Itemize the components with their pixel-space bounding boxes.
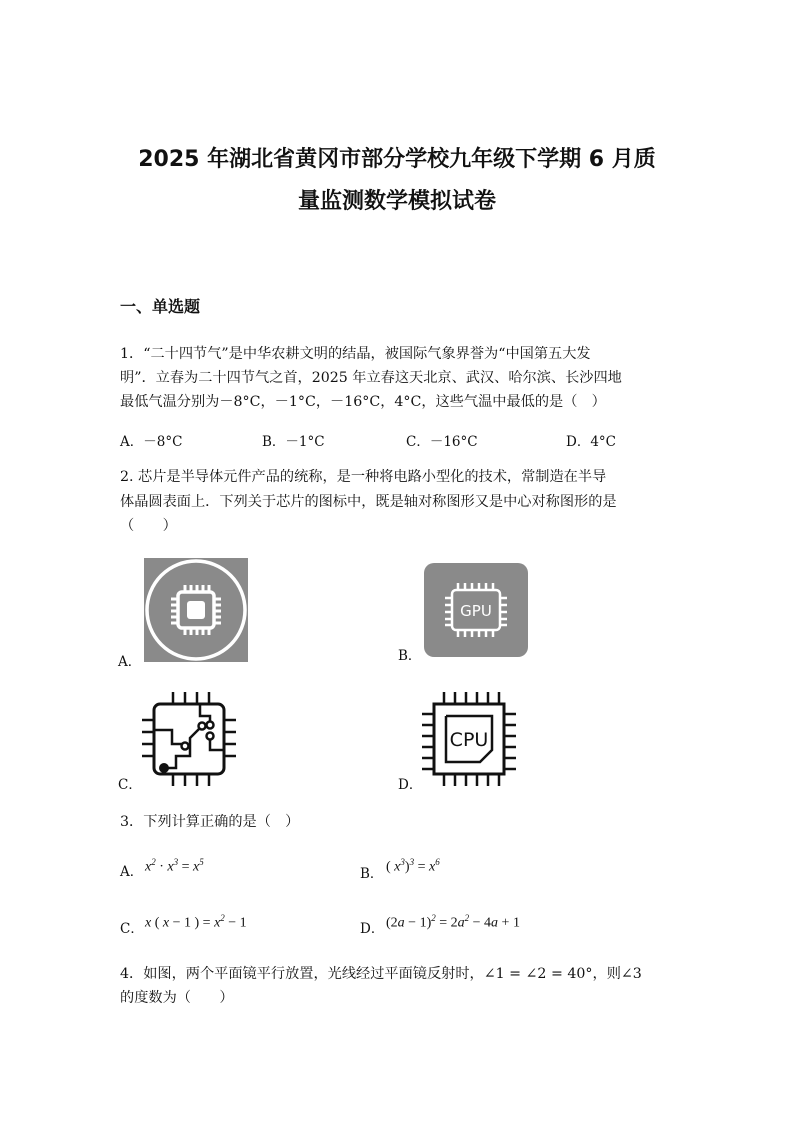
chip-cpu-icon xyxy=(420,690,518,788)
q4-line-1: 4．如图，两个平面镜平行放置，光线经过平面镜反射时，∠1 = ∠2 = 40°，则∠3 xyxy=(120,966,642,982)
q3-option-c-label: C． xyxy=(120,921,144,937)
q1-option-d: D．4°C xyxy=(566,434,616,450)
section-heading: 一、单选题 xyxy=(120,297,201,316)
q2-option-d-label: D． xyxy=(398,777,423,793)
page-title-line-2: 量监测数学模拟试卷 xyxy=(297,189,496,214)
q1-line-3: 最低气温分别为－8°C，－1°C，－16°C，4°C，这些气温中最低的是（ ） xyxy=(120,394,606,410)
page-title-line-1: 2025 年湖北省黄冈市部分学校九年级下学期 6 月质 xyxy=(138,147,656,172)
chip-circle-icon xyxy=(144,558,248,662)
q3-option-b-label: B． xyxy=(360,866,384,882)
q2-line-3: （ ） xyxy=(120,518,177,534)
q1-option-a: A．－8°C xyxy=(120,434,183,450)
q1-line-2: 明”．立春为二十四节气之首，2025 年立春这天北京、武汉、哈尔滨、长沙四地 xyxy=(120,370,622,386)
q3-option-a-formula: $x^2 \cdot x^3 = x^5$ xyxy=(145,857,204,875)
q2-option-a-label: A． xyxy=(118,654,142,670)
chip-circuit-icon xyxy=(140,690,238,788)
q1-line-1: 1．“二十四节气”是中华农耕文明的结晶，被国际气象界誉为“中国第五大发 xyxy=(120,346,591,362)
q1-option-c: C．－16°C xyxy=(406,434,478,450)
q2-option-b-label: B． xyxy=(398,648,422,664)
q1-option-b: B．－1°C xyxy=(262,434,325,450)
q3-option-b-formula: ( $x^3)^3 = x^6$ xyxy=(386,857,440,875)
chip-gpu-icon xyxy=(424,563,528,657)
q2-line-2: 体晶圆表面上．下列关于芯片的图标中，既是轴对称图形又是中心对称图形的是 xyxy=(120,494,617,510)
q3-option-d-formula: $(2a - 1)^2 = 2a^2 - 4a + 1$ xyxy=(386,913,520,931)
q3-option-d-label: D． xyxy=(360,921,385,937)
q2-option-c-label: C． xyxy=(118,777,142,793)
gpu-label: GPU xyxy=(460,602,492,620)
q3-option-c-formula: x ( x − 1 ) = $x^2 - 1$ xyxy=(145,913,247,931)
cpu-label: CPU xyxy=(449,729,489,751)
q3-option-a-label: A． xyxy=(120,864,144,880)
q2-line-1: 2. 芯片是半导体元件产品的统称，是一种将电路小型化的技术，常制造在半导 xyxy=(120,469,607,485)
q3-stem: 3．下列计算正确的是（ ） xyxy=(120,814,300,830)
q4-line-2: 的度数为（ ） xyxy=(120,990,234,1006)
